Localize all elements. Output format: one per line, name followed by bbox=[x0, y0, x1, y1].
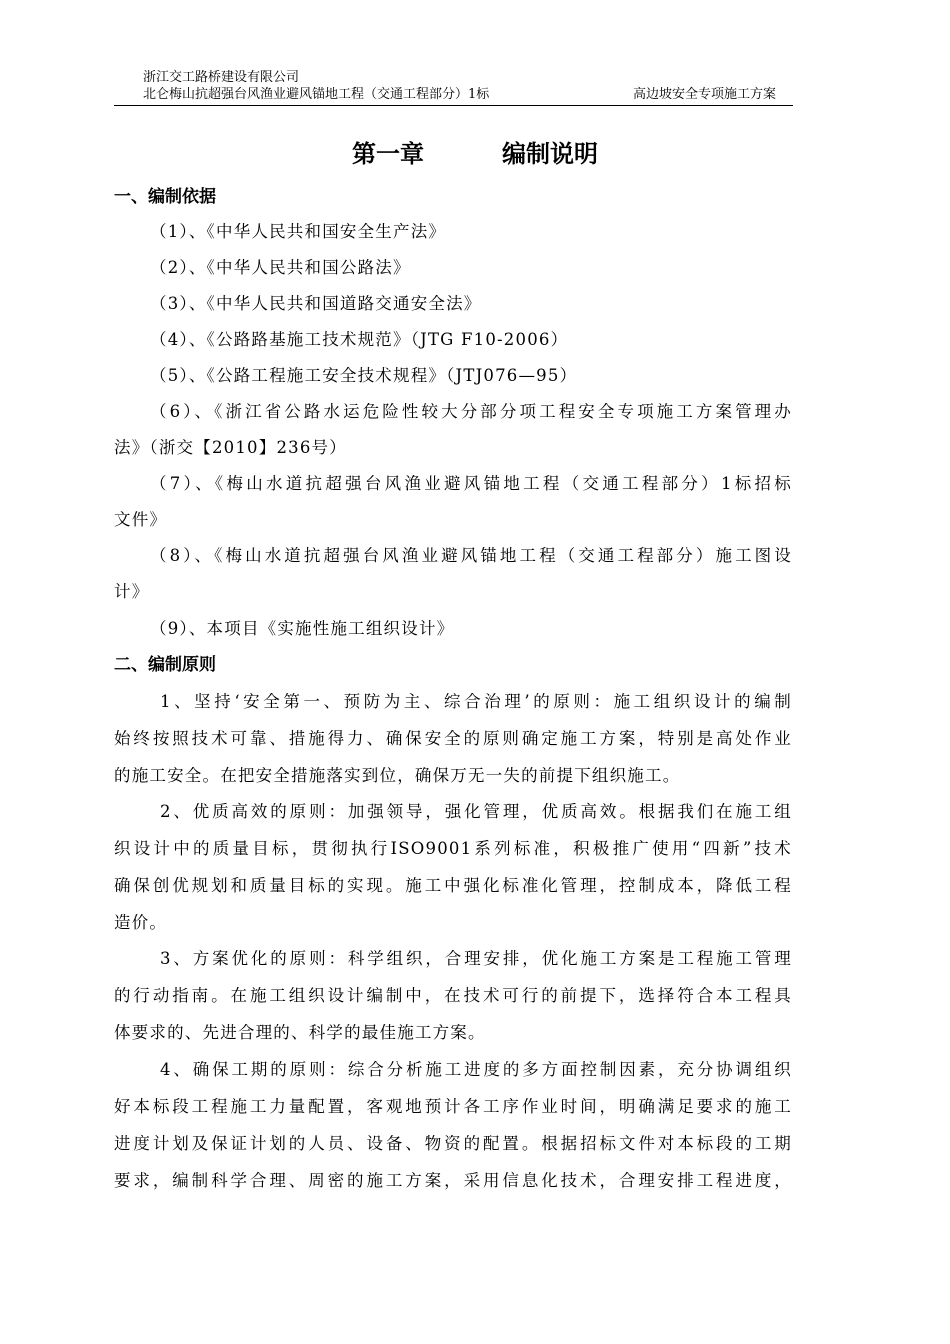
principle-line: 的施工安全。在把安全措施落实到位，确保万无一失的前提下组织施工。 bbox=[114, 766, 681, 785]
principle-line: 2、优质高效的原则：加强领导，强化管理，优质高效。根据我们在施工组 bbox=[160, 802, 792, 821]
basis-item: （1）、《中华人民共和国安全生产法》 bbox=[150, 222, 447, 241]
basis-item: （9）、本项目《实施性施工组织设计》 bbox=[150, 619, 455, 638]
principle-line: 进度计划及保证计划的人员、设备、物资的配置。根据招标文件对本标段的工期 bbox=[114, 1134, 792, 1153]
section2-title: 二、编制原则 bbox=[114, 655, 216, 675]
chapter-number: 第一章 bbox=[352, 139, 424, 168]
basis-item: （4）、《公路路基施工技术规范》（JTG F10-2006） bbox=[150, 330, 569, 349]
chapter-heading bbox=[0, 138, 950, 170]
principle-line: 造价。 bbox=[114, 913, 168, 932]
basis-item: （2）、《中华人民共和国公路法》 bbox=[150, 258, 411, 277]
section1-title: 一、编制依据 bbox=[114, 187, 216, 207]
basis-item: （8）、《梅山水道抗超强台风渔业避风锚地工程（交通工程部分）施工图设 bbox=[150, 546, 792, 565]
basis-item-cont: 法》（浙交【2010】236号） bbox=[114, 438, 347, 457]
principle-line: 织设计中的质量目标，贯彻执行ISO9001系列标准，积极推广使用“四新”技术 bbox=[114, 839, 792, 858]
basis-item: （6）、《浙江省公路水运危险性较大分部分项工程安全专项施工方案管理办 bbox=[150, 402, 792, 421]
principle-line: 3、方案优化的原则：科学组织，合理安排，优化施工方案是工程施工管理 bbox=[160, 949, 792, 968]
header-company: 浙江交工路桥建设有限公司 bbox=[143, 70, 300, 85]
header-doc-title: 高边坡安全专项施工方案 bbox=[633, 87, 777, 102]
chapter-title: 编制说明 bbox=[502, 139, 598, 168]
header-project: 北仑梅山抗超强台风渔业避风锚地工程（交通工程部分）1标 bbox=[143, 87, 490, 102]
principle-line: 好本标段工程施工力量配置，客观地预计各工序作业时间，明确满足要求的施工 bbox=[114, 1097, 792, 1116]
principle-line: 要求，编制科学合理、周密的施工方案，采用信息化技术，合理安排工程进度， bbox=[114, 1171, 792, 1190]
basis-item-cont: 计》 bbox=[114, 582, 150, 601]
principle-line: 始终按照技术可靠、措施得力、确保安全的原则确定施工方案，特别是高处作业 bbox=[114, 729, 792, 748]
principle-line: 确保创优规划和质量目标的实现。施工中强化标准化管理，控制成本，降低工程 bbox=[114, 876, 792, 895]
principle-line: 4、确保工期的原则：综合分析施工进度的多方面控制因素，充分协调组织 bbox=[160, 1060, 792, 1079]
principle-line: 体要求的、先进合理的、科学的最佳施工方案。 bbox=[114, 1023, 486, 1042]
basis-item: （5）、《公路工程施工安全技术规程》（JTJ076—95） bbox=[150, 366, 578, 385]
basis-item: （7）、《梅山水道抗超强台风渔业避风锚地工程（交通工程部分）1标招标 bbox=[150, 474, 792, 493]
header-rule bbox=[114, 105, 793, 106]
principle-line: 的行动指南。在施工组织设计编制中，在技术可行的前提下，选择符合本工程具 bbox=[114, 986, 792, 1005]
principle-line: 1、坚持‘安全第一、预防为主、综合治理’的原则：施工组织设计的编制 bbox=[160, 692, 792, 711]
basis-item-cont: 文件》 bbox=[114, 510, 168, 529]
basis-item: （3）、《中华人民共和国道路交通安全法》 bbox=[150, 294, 482, 313]
